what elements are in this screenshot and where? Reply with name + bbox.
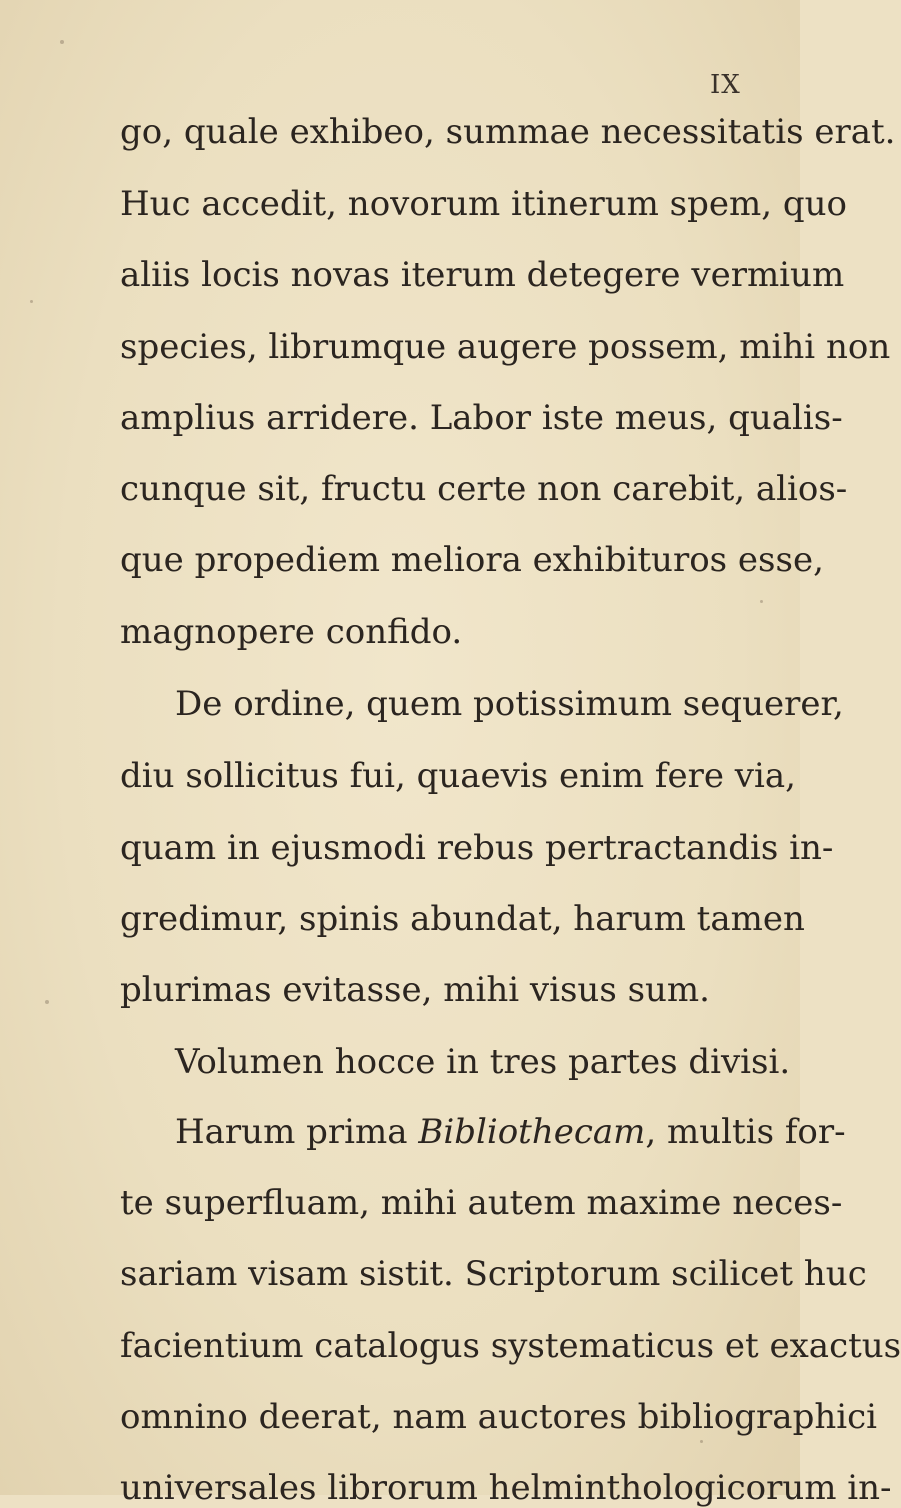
text-line: omnino deerat, nam auctores bibliographici [120,1397,878,1437]
text-line: plurimas evitasse, mihi visus sum. [120,970,710,1010]
page-number: IX [710,70,741,100]
text-line-with-italic [175,1112,846,1152]
paper-speck [700,1440,703,1443]
text-line: De ordine, quem potissimum sequerer, [175,684,844,724]
text-line: Huc accedit, novorum itinerum spem, quo [120,184,847,224]
text-line: facientium catalogus systematicus et exactus [120,1326,901,1366]
text-line: diu sollicitus fui, quaevis enim fere via, [120,756,796,796]
paper-speck [60,40,64,44]
text-line: amplius arridere. Labor iste meus, qualis- [120,398,843,438]
text-line: que propediem meliora exhibituros esse, [120,540,824,580]
text-line: Volumen hocce in tres partes divisi. [175,1042,791,1082]
text-line: cunque sit, fructu certe non carebit, alios- [120,469,848,509]
text-line: magnopere confido. [120,612,463,652]
text-line: te superfluam, mihi autem maxime neces- [120,1183,843,1223]
paper-speck [760,600,763,603]
text-line: species, librumque augere possem, mihi non [120,327,891,367]
text-line: go, quale exhibeo, summae necessitatis erat. [120,112,896,152]
text-line: sariam visam sistit. Scriptorum scilicet huc [120,1254,867,1294]
text-line: quam in ejusmodi rebus pertractandis in- [120,828,834,868]
italic-term: Bibliothecam [418,1112,646,1152]
text-segment: Harum prima [175,1112,419,1152]
text-line: universales librorum helminthologicorum in- [120,1468,892,1508]
text-segment: , multis for- [645,1112,846,1152]
paper-speck [30,300,33,303]
text-line: gredimur, spinis abundat, harum tamen [120,899,805,939]
paper-speck [45,1000,49,1004]
text-line: aliis locis novas iterum detegere vermium [120,255,845,295]
